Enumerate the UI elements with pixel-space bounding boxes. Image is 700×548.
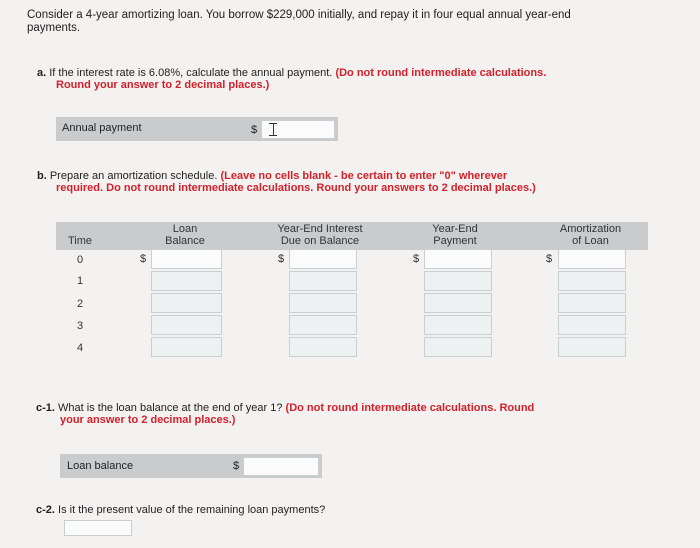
part-a-text: If the interest rate is 6.08%, calculate the annual payment. bbox=[49, 67, 333, 79]
part-c1-prefix: c-1. bbox=[36, 402, 55, 414]
currency-loan-balance: $ bbox=[140, 253, 147, 265]
part-c1-instruction-2: your answer to 2 decimal places.) bbox=[60, 414, 236, 426]
loan-balance-input[interactable] bbox=[243, 457, 319, 476]
amortization-input-2[interactable] bbox=[558, 293, 626, 313]
header-loan-line-1: Loan bbox=[172, 223, 198, 235]
header-loan-line-2: Balance bbox=[165, 235, 205, 247]
part-c1-question bbox=[36, 402, 534, 414]
interest-input-0[interactable] bbox=[289, 249, 357, 269]
time-0: 0 bbox=[76, 254, 84, 266]
time-3: 3 bbox=[76, 320, 84, 332]
time-2: 2 bbox=[76, 298, 84, 310]
header-payment-line-2: Payment bbox=[433, 235, 477, 247]
interest-input-4[interactable] bbox=[289, 337, 357, 357]
payment-input-4[interactable] bbox=[424, 337, 492, 357]
amortization-input-3[interactable] bbox=[558, 315, 626, 335]
annual-payment-label: Annual payment bbox=[62, 122, 142, 134]
part-b-prefix: b. bbox=[37, 170, 47, 182]
currency-amortization: $ bbox=[546, 253, 553, 265]
loan-balance-input-1[interactable] bbox=[151, 271, 222, 291]
intro-line-2: payments. bbox=[27, 22, 81, 34]
loan-balance-label: Loan balance bbox=[67, 460, 134, 472]
interest-input-3[interactable] bbox=[289, 315, 357, 335]
part-c2-prefix: c-2. bbox=[36, 504, 55, 516]
interest-input-1[interactable] bbox=[289, 271, 357, 291]
annual-payment-currency: $ bbox=[251, 124, 258, 136]
loan-balance-input-2[interactable] bbox=[151, 293, 222, 313]
loan-balance-input-4[interactable] bbox=[151, 337, 222, 357]
part-b-question bbox=[37, 170, 507, 182]
part-c2-question bbox=[36, 504, 325, 516]
header-amort-line-2: of Loan bbox=[572, 235, 609, 247]
part-c2-text: Is it the present value of the remaining loan payments? bbox=[58, 504, 326, 516]
intro-line-1: Consider a 4-year amortizing loan. You borrow $229,000 initially, and repay it in four equal annual year-end bbox=[27, 9, 571, 21]
loan-balance-currency: $ bbox=[233, 460, 240, 472]
part-a-prefix: a. bbox=[37, 67, 47, 79]
currency-payment: $ bbox=[413, 253, 420, 265]
amortization-input-1[interactable] bbox=[558, 271, 626, 291]
header-payment-line-1: Year-End bbox=[432, 223, 478, 235]
header-interest bbox=[265, 223, 375, 247]
part-b-text: Prepare an amortization schedule. bbox=[49, 170, 218, 182]
part-c1-text: What is the loan balance at the end of year 1? bbox=[58, 402, 283, 414]
part-c1-instruction-1: (Do not round intermediate calculations. Round bbox=[285, 402, 535, 414]
payment-input-3[interactable] bbox=[424, 315, 492, 335]
currency-interest: $ bbox=[278, 253, 285, 265]
header-amort-line-1: Amortization bbox=[559, 223, 622, 235]
part-c2-answer-select[interactable] bbox=[64, 520, 132, 536]
payment-input-0[interactable] bbox=[424, 249, 492, 269]
intro-text bbox=[27, 9, 687, 35]
payment-input-1[interactable] bbox=[424, 271, 492, 291]
part-b-instruction-1: (Leave no cells blank - be certain to enter "0" wherever bbox=[220, 170, 508, 182]
loan-balance-input-3[interactable] bbox=[151, 315, 222, 335]
time-4: 4 bbox=[76, 342, 84, 354]
header-interest-line-1: Year-End Interest bbox=[277, 223, 363, 235]
header-payment bbox=[420, 223, 490, 247]
time-1: 1 bbox=[76, 275, 84, 287]
amortization-input-4[interactable] bbox=[558, 337, 626, 357]
interest-input-2[interactable] bbox=[289, 293, 357, 313]
part-b-instruction-2: required. Do not round intermediate calculations. Round your answers to 2 decimal places.) bbox=[56, 182, 536, 194]
text-cursor-icon bbox=[269, 123, 277, 136]
header-interest-line-2: Due on Balance bbox=[280, 235, 360, 247]
amortization-input-0[interactable] bbox=[558, 249, 626, 269]
part-a-question bbox=[37, 67, 546, 79]
payment-input-2[interactable] bbox=[424, 293, 492, 313]
header-loan-balance bbox=[150, 223, 220, 247]
header-time: Time bbox=[67, 235, 93, 247]
header-amortization bbox=[553, 223, 628, 247]
part-a-instruction-1: (Do not round intermediate calculations. bbox=[335, 67, 547, 79]
loan-balance-input-0[interactable] bbox=[151, 249, 222, 269]
part-a-instruction-2: Round your answer to 2 decimal places.) bbox=[56, 79, 270, 91]
